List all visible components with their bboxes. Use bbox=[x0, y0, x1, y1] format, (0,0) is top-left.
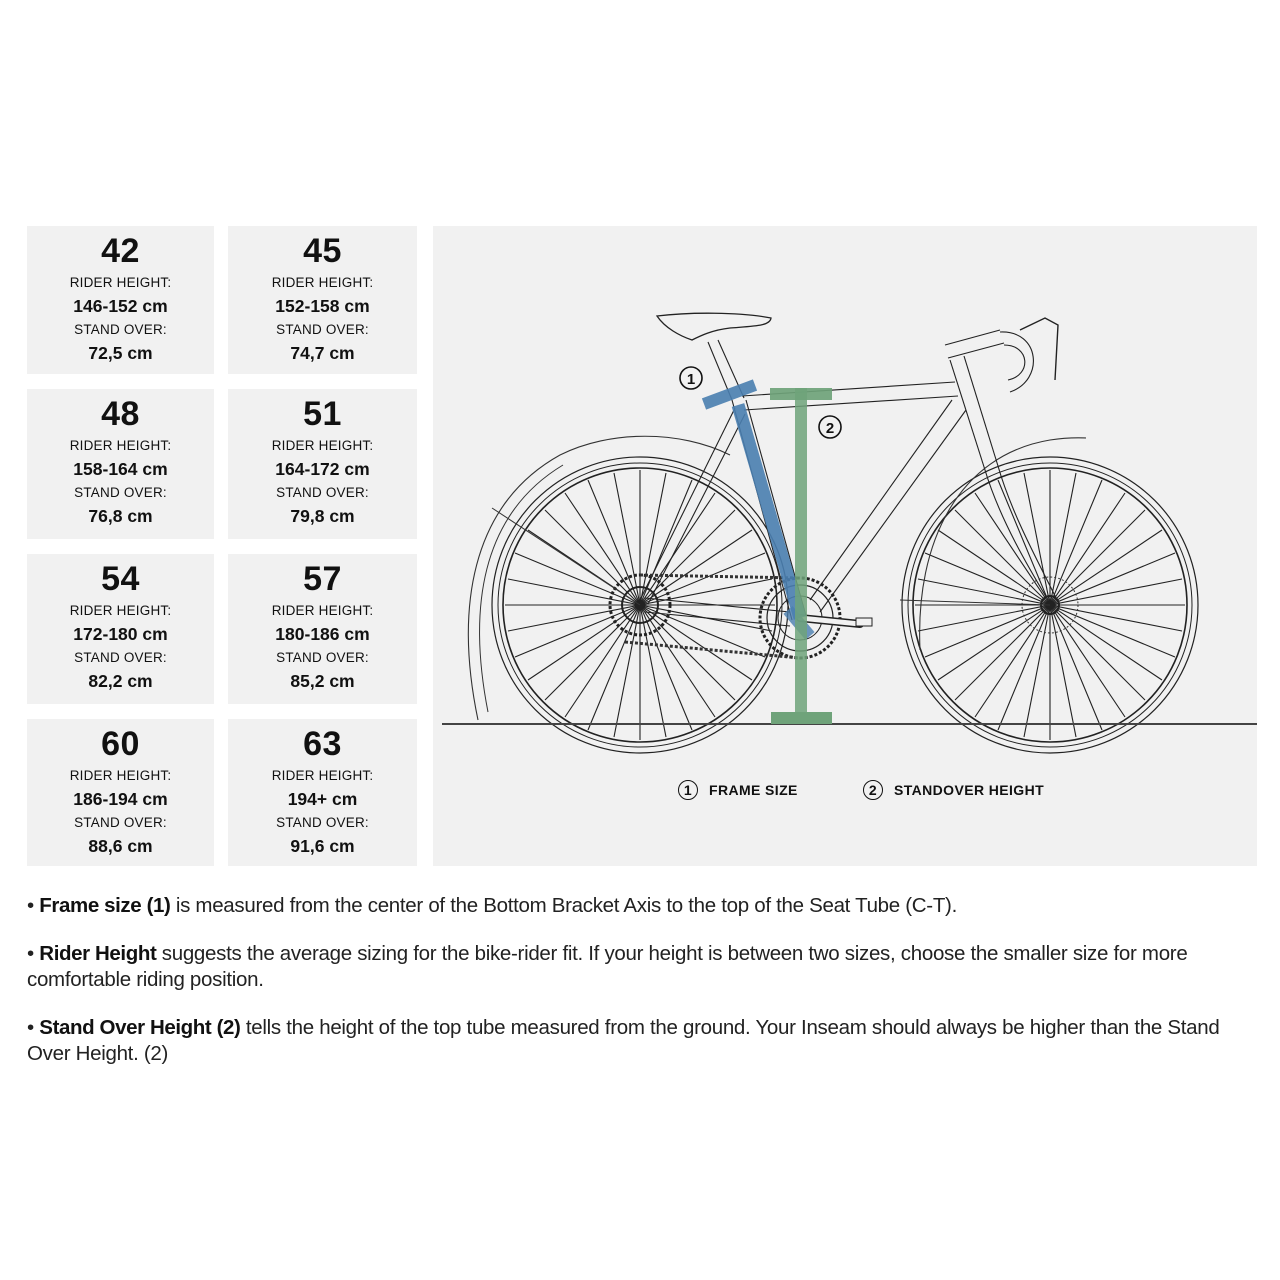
stand-over-value: 82,2 cm bbox=[88, 671, 153, 691]
size-card-57 bbox=[228, 554, 417, 704]
frame-size-value: 45 bbox=[303, 232, 342, 270]
note-rider-height bbox=[27, 941, 1227, 993]
stand-over-value: 88,6 cm bbox=[88, 836, 153, 856]
size-card-45 bbox=[228, 226, 417, 374]
rider-height-value: 152-158 cm bbox=[275, 296, 370, 316]
frame-size-marker bbox=[704, 385, 810, 636]
note-term: Frame size (1) bbox=[39, 894, 171, 917]
number-1-icon: 1 bbox=[678, 780, 698, 800]
note-term: Stand Over Height (2) bbox=[39, 1016, 241, 1039]
rider-height-label: RIDER HEIGHT: bbox=[69, 603, 172, 618]
sizing-notes bbox=[27, 893, 1227, 1089]
frame-size-value: 60 bbox=[101, 725, 140, 763]
stand-over-label: STAND OVER: bbox=[74, 322, 167, 337]
frame-size-value: 42 bbox=[101, 232, 140, 270]
svg-text:2: 2 bbox=[825, 420, 835, 437]
frame-size-value: 48 bbox=[101, 395, 140, 433]
stand-over-value: 76,8 cm bbox=[88, 506, 153, 526]
svg-text:1: 1 bbox=[686, 371, 696, 388]
size-card-63 bbox=[228, 719, 417, 866]
legend-frame-size bbox=[678, 780, 798, 800]
note-frame-size bbox=[27, 893, 1227, 919]
frame-size-value: 57 bbox=[303, 560, 342, 598]
frame-size-value: 51 bbox=[303, 395, 342, 433]
stand-over-value: 72,5 cm bbox=[88, 343, 153, 363]
rider-height-value: 194+ cm bbox=[287, 789, 358, 809]
frame-size-value: 63 bbox=[303, 725, 342, 763]
stand-over-label: STAND OVER: bbox=[276, 650, 369, 665]
size-card-51 bbox=[228, 389, 417, 539]
note-text: tells the height of the top tube measured from the ground. Your Inseam should always be higher than the Stand Over Height. (2) bbox=[27, 1016, 1220, 1065]
stand-over-label: STAND OVER: bbox=[74, 815, 167, 830]
rider-height-label: RIDER HEIGHT: bbox=[69, 438, 172, 453]
size-card-48 bbox=[27, 389, 214, 539]
stand-over-label: STAND OVER: bbox=[74, 485, 167, 500]
callout-2-icon bbox=[819, 416, 841, 438]
rider-height-value: 164-172 cm bbox=[275, 459, 370, 479]
bike-geometry-diagram bbox=[433, 226, 1257, 866]
rider-height-value: 146-152 cm bbox=[73, 296, 168, 316]
rider-height-label: RIDER HEIGHT: bbox=[271, 768, 374, 783]
note-stand-over-height bbox=[27, 1015, 1227, 1067]
stand-over-value: 91,6 cm bbox=[290, 836, 355, 856]
stand-over-value: 74,7 cm bbox=[290, 343, 355, 363]
size-card-60 bbox=[27, 719, 214, 866]
rider-height-label: RIDER HEIGHT: bbox=[69, 768, 172, 783]
legend-label: FRAME SIZE bbox=[709, 782, 798, 798]
stand-over-label: STAND OVER: bbox=[276, 815, 369, 830]
bullet: • bbox=[27, 894, 34, 917]
rider-height-label: RIDER HEIGHT: bbox=[271, 275, 374, 290]
bullet: • bbox=[27, 942, 34, 965]
legend-label: STANDOVER HEIGHT bbox=[894, 782, 1045, 798]
rider-height-value: 180-186 cm bbox=[275, 624, 370, 644]
rider-height-label: RIDER HEIGHT: bbox=[271, 438, 374, 453]
note-text: is measured from the center of the Bottom Bracket Axis to the top of the Seat Tube (C-T). bbox=[170, 894, 957, 917]
stand-over-label: STAND OVER: bbox=[74, 650, 167, 665]
stand-over-label: STAND OVER: bbox=[276, 485, 369, 500]
number-2-icon: 2 bbox=[863, 780, 883, 800]
stand-over-label: STAND OVER: bbox=[276, 322, 369, 337]
callout-1-icon bbox=[680, 367, 702, 389]
rider-height-value: 186-194 cm bbox=[73, 789, 168, 809]
note-term: Rider Height bbox=[39, 942, 157, 965]
frame-size-value: 54 bbox=[101, 560, 140, 598]
stand-over-value: 85,2 cm bbox=[290, 671, 355, 691]
size-card-54 bbox=[27, 554, 214, 704]
rider-height-label: RIDER HEIGHT: bbox=[271, 603, 374, 618]
bicycle-icon bbox=[433, 226, 1257, 866]
stand-over-value: 79,8 cm bbox=[290, 506, 355, 526]
rider-height-value: 172-180 cm bbox=[73, 624, 168, 644]
rider-height-label: RIDER HEIGHT: bbox=[69, 275, 172, 290]
rider-height-value: 158-164 cm bbox=[73, 459, 168, 479]
legend-standover-height bbox=[863, 780, 1044, 800]
size-card-42 bbox=[27, 226, 214, 374]
note-text: suggests the average sizing for the bike-rider fit. If your height is between two sizes, choose the smaller size for more comfortable riding position. bbox=[27, 942, 1188, 991]
bullet: • bbox=[27, 1016, 34, 1039]
